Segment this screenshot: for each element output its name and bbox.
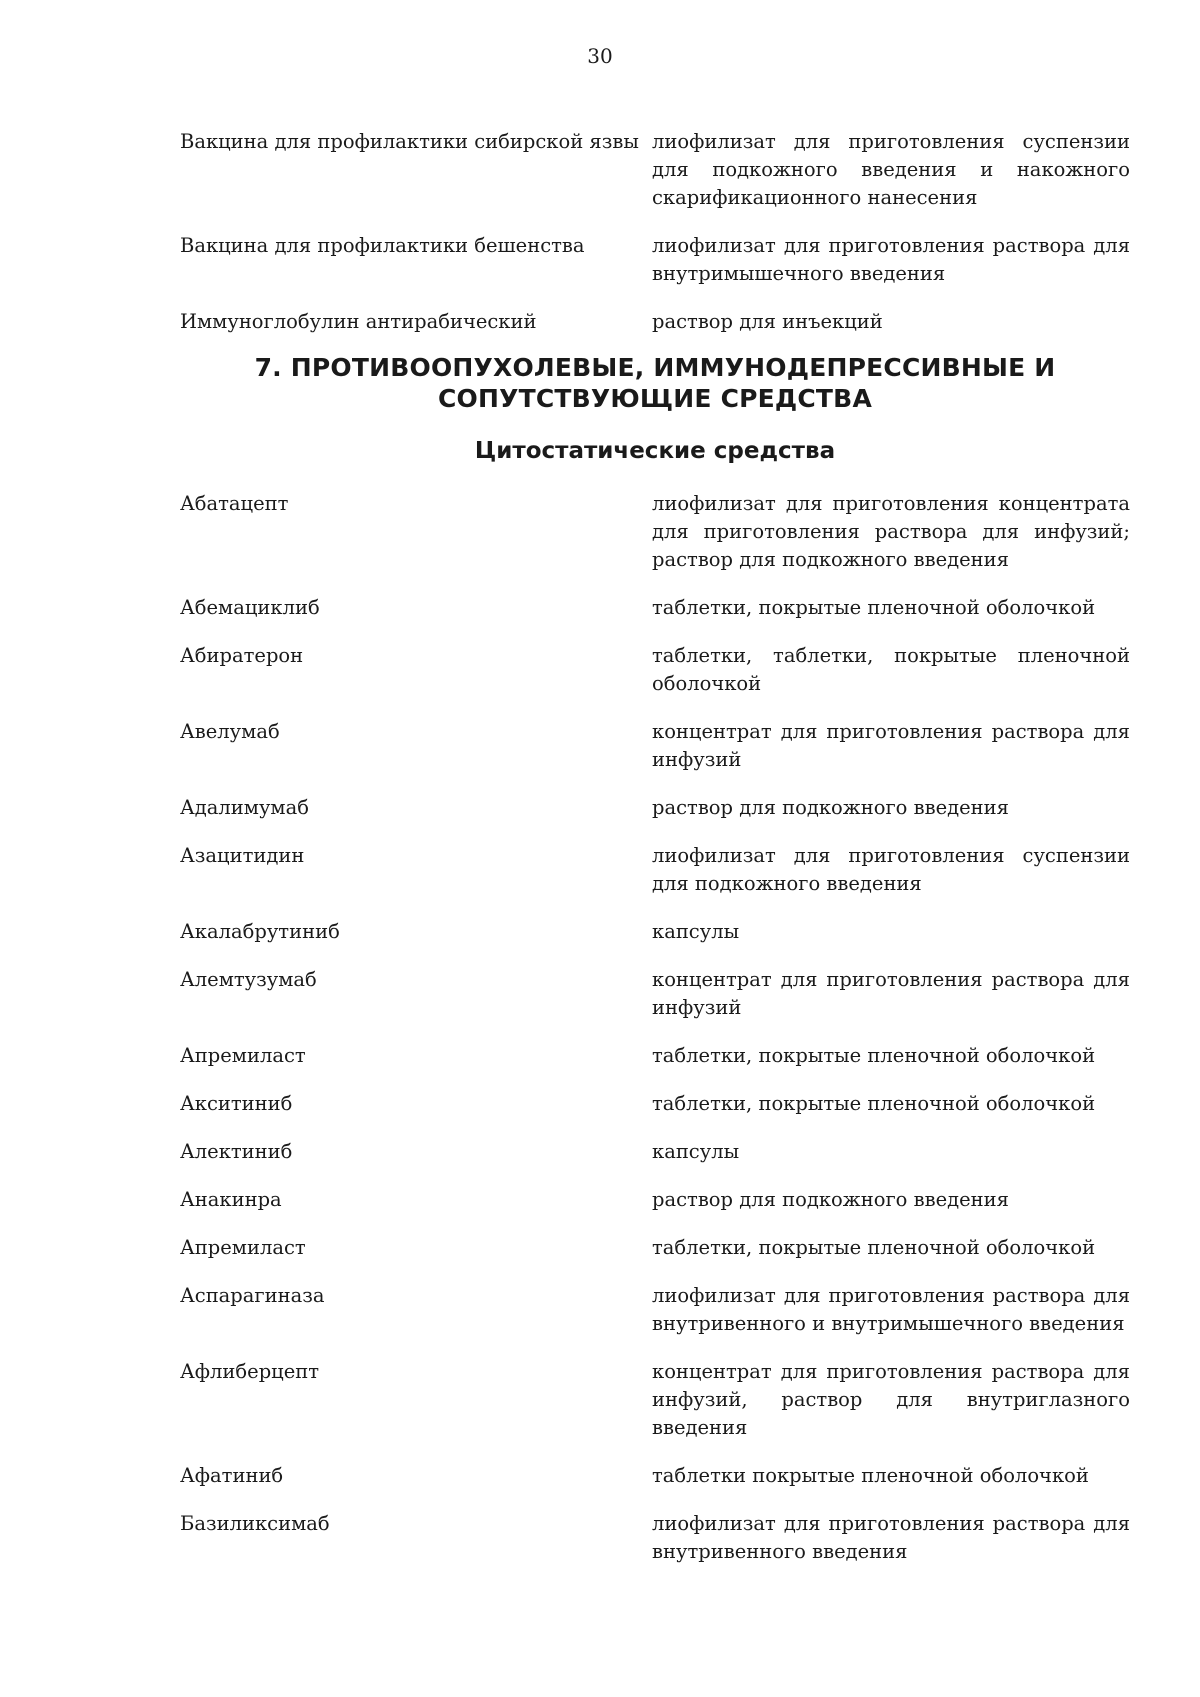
- table-row: [180, 594, 1130, 622]
- table-row: [180, 842, 1130, 898]
- drug-name: Азацитидин: [180, 844, 305, 867]
- drug-form: концентрат для приготовления раствора для инфузий: [652, 720, 1130, 771]
- drug-name: Апремиласт: [180, 1236, 306, 1259]
- section-title: [180, 352, 1130, 414]
- drug-name: Адалимумаб: [180, 796, 309, 819]
- drug-form: раствор для подкожного введения: [652, 796, 1009, 819]
- document-body: [180, 128, 1130, 1586]
- table-row: [180, 1358, 1130, 1442]
- drug-name: Анакинра: [180, 1188, 282, 1211]
- table-row: [180, 1090, 1130, 1118]
- table-row: [180, 918, 1130, 946]
- drug-form: капсулы: [652, 1140, 740, 1163]
- drug-form: таблетки, покрытые пленочной оболочкой: [652, 1044, 1096, 1067]
- table-row: [180, 308, 1130, 336]
- subsection-title: Цитостатические средства: [474, 438, 836, 464]
- drug-form: лиофилизат для приготовления раствора для внутримышечного введения: [652, 234, 1130, 285]
- drug-form: раствор для инъекций: [652, 310, 883, 333]
- drug-form: лиофилизат для приготовления раствора для внутривенного введения: [652, 1512, 1130, 1563]
- drug-name: Авелумаб: [180, 720, 280, 743]
- table-row: [180, 1042, 1130, 1070]
- drug-form: лиофилизат для приготовления раствора для внутривенного и внутримышечного введения: [652, 1284, 1130, 1335]
- drug-name: Акситиниб: [180, 1092, 293, 1115]
- drug-name: Вакцина для профилактики бешенства: [180, 234, 585, 257]
- drug-form: лиофилизат для приготовления суспензии для подкожного введения: [652, 844, 1130, 895]
- drug-name: Базиликсимаб: [180, 1512, 330, 1535]
- table-row: [180, 490, 1130, 574]
- table-row: [180, 1282, 1130, 1338]
- table-row: [180, 1462, 1130, 1490]
- drug-name: Абиратерон: [180, 644, 304, 667]
- drug-form: таблетки покрытые пленочной оболочкой: [652, 1464, 1089, 1487]
- drug-form: капсулы: [652, 920, 740, 943]
- section-title-line-1: 7. ПРОТИВООПУХОЛЕВЫЕ, ИММУНОДЕПРЕССИВНЫЕ И: [254, 353, 1056, 382]
- drug-name: Вакцина для профилактики сибирской язвы: [180, 130, 639, 153]
- table-row: [180, 128, 1130, 212]
- drug-form: лиофилизат для приготовления концентрата для приготовления раствора для инфузий; раствор для подкожного введения: [652, 492, 1130, 571]
- drug-name: Афлиберцепт: [180, 1360, 320, 1383]
- table-row: [180, 718, 1130, 774]
- page-number: 30: [587, 44, 613, 68]
- drug-name: Акалабрутиниб: [180, 920, 340, 943]
- drug-table: [180, 490, 1130, 1566]
- table-row: [180, 1510, 1130, 1566]
- drug-form: таблетки, покрытые пленочной оболочкой: [652, 596, 1096, 619]
- drug-name: Алектиниб: [180, 1140, 293, 1163]
- table-row: [180, 1234, 1130, 1262]
- drug-name: Афатиниб: [180, 1464, 284, 1487]
- drug-form: концентрат для приготовления раствора для инфузий, раствор для внутриглазного введения: [652, 1360, 1130, 1439]
- drug-name: Абатацепт: [180, 492, 289, 515]
- table-row: [180, 1138, 1130, 1166]
- table-row: [180, 642, 1130, 698]
- section-title-line-2: СОПУТСТВУЮЩИЕ СРЕДСТВА: [438, 384, 872, 413]
- drug-form: лиофилизат для приготовления суспензии для подкожного введения и накожного скарификационного нанесения: [652, 130, 1130, 209]
- drug-form: раствор для подкожного введения: [652, 1188, 1009, 1211]
- drug-name: Абемациклиб: [180, 596, 320, 619]
- drug-form: таблетки, покрытые пленочной оболочкой: [652, 1236, 1096, 1259]
- top-table: [180, 128, 1130, 336]
- drug-name: Аспарагиназа: [180, 1284, 325, 1307]
- table-row: [180, 232, 1130, 288]
- drug-form: концентрат для приготовления раствора для инфузий: [652, 968, 1130, 1019]
- drug-form: таблетки, таблетки, покрытые пленочной оболочкой: [652, 644, 1130, 695]
- drug-name: Апремиласт: [180, 1044, 306, 1067]
- table-row: [180, 1186, 1130, 1214]
- table-row: [180, 966, 1130, 1022]
- drug-name: Иммуноглобулин антирабический: [180, 310, 537, 333]
- drug-form: таблетки, покрытые пленочной оболочкой: [652, 1092, 1096, 1115]
- table-row: [180, 794, 1130, 822]
- drug-name: Алемтузумаб: [180, 968, 317, 991]
